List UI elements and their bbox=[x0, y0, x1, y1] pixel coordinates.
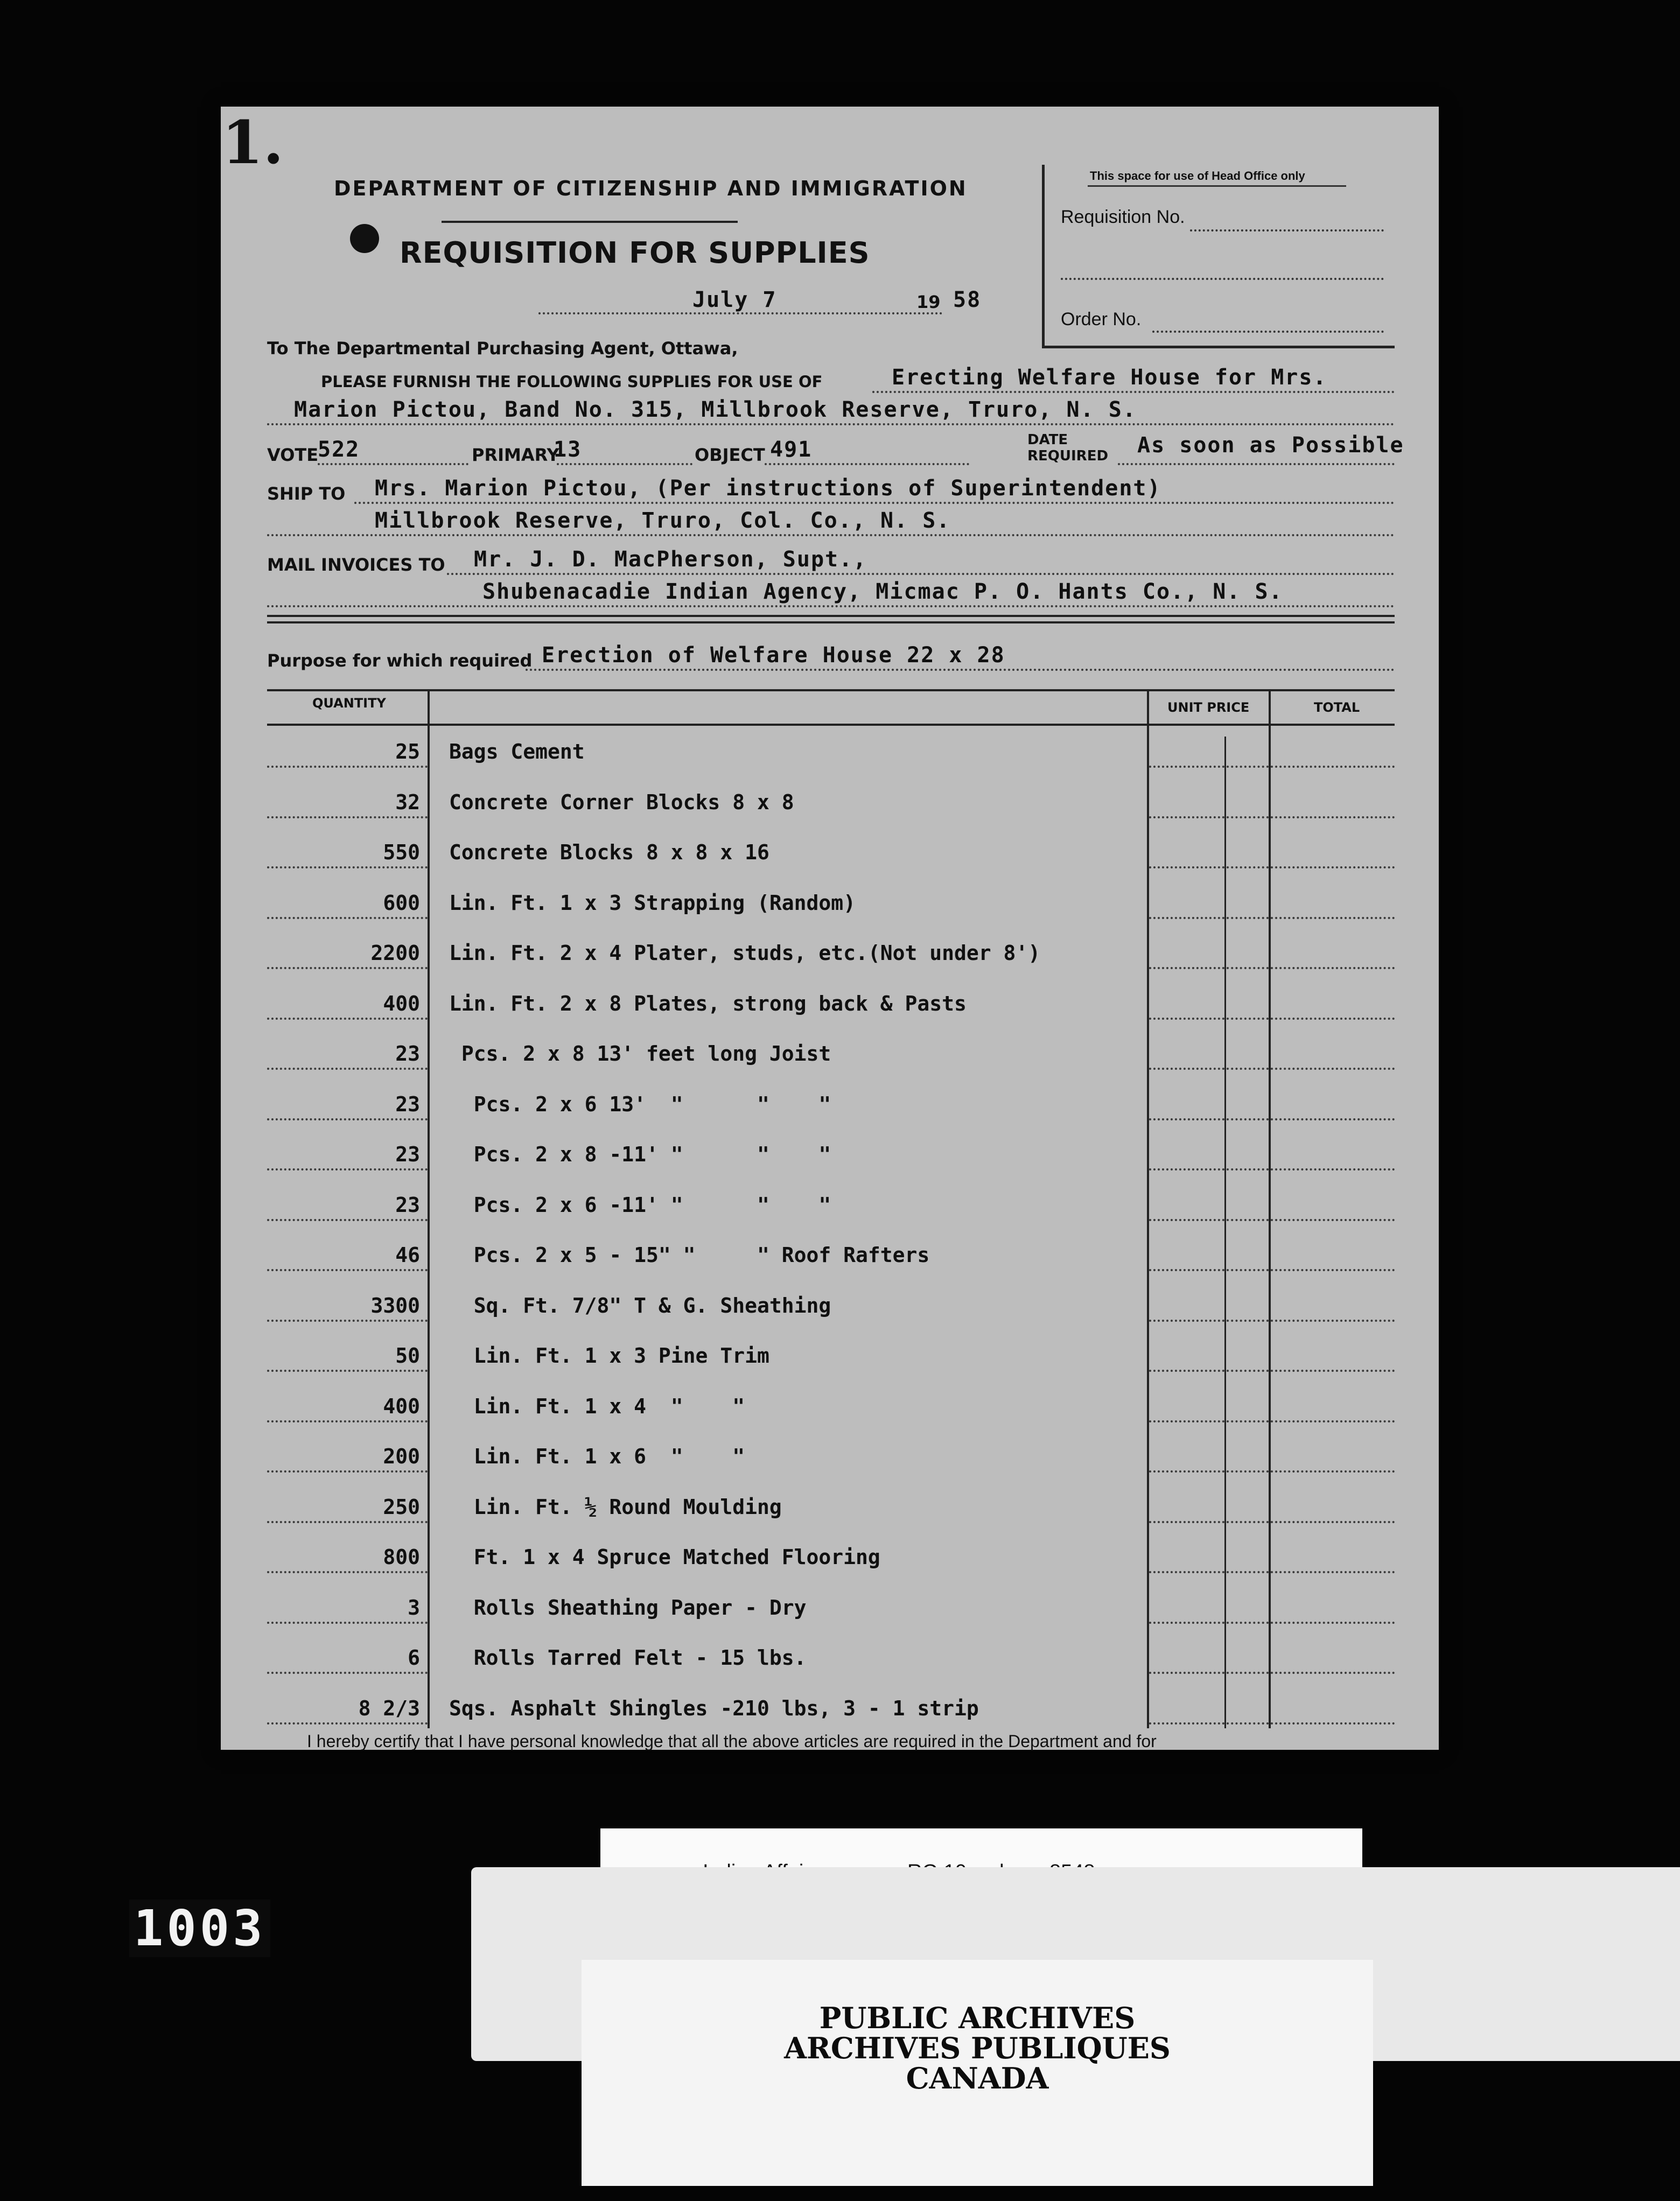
row-rule bbox=[1271, 1168, 1395, 1170]
mail-line-1: Mr. J. D. MacPherson, Supt., bbox=[474, 547, 867, 572]
row-rule bbox=[1271, 816, 1395, 818]
object-label: OBJECT bbox=[695, 445, 765, 465]
row-rule bbox=[1271, 1722, 1395, 1725]
row-rule bbox=[1271, 1269, 1395, 1271]
row-rule bbox=[1271, 1320, 1395, 1322]
row-rule bbox=[1227, 1168, 1269, 1170]
row-rule bbox=[267, 1068, 428, 1070]
requisition-form bbox=[221, 107, 1439, 1750]
row-rule bbox=[1227, 866, 1269, 868]
head-office-box bbox=[1042, 165, 1395, 348]
row-rule bbox=[267, 1118, 428, 1120]
section-divider-top bbox=[267, 615, 1395, 617]
row-rule bbox=[1227, 1571, 1269, 1573]
row-description: Concrete Corner Blocks 8 x 8 bbox=[449, 790, 794, 814]
row-quantity: 50 bbox=[395, 1344, 420, 1368]
row-rule bbox=[1149, 1168, 1224, 1170]
to-line: To The Departmental Purchasing Agent, Ottawa, bbox=[267, 338, 738, 359]
row-rule bbox=[267, 1470, 428, 1473]
row-rule bbox=[1149, 1470, 1224, 1473]
row-rule bbox=[1227, 1470, 1269, 1473]
row-rule bbox=[1227, 1269, 1269, 1271]
row-description: Rolls Sheathing Paper - Dry bbox=[449, 1596, 807, 1620]
row-rule bbox=[267, 917, 428, 919]
row-rule bbox=[267, 1018, 428, 1020]
row-rule bbox=[1227, 1370, 1269, 1372]
row-description: Lin. Ft. 1 x 4 " " bbox=[449, 1394, 745, 1418]
order-no-field bbox=[1152, 331, 1384, 333]
furnish-value-1: Erecting Welfare House for Mrs. bbox=[892, 365, 1327, 390]
ship-to-rule-1 bbox=[354, 502, 1395, 504]
row-description: Sq. Ft. 7/8" T & G. Sheathing bbox=[449, 1294, 831, 1317]
row-rule bbox=[267, 1370, 428, 1372]
furnish-line-2 bbox=[267, 423, 1395, 425]
row-description: Lin. Ft. 2 x 8 Plates, strong back & Pasts bbox=[449, 992, 967, 1015]
unit-price-cents-divider bbox=[1224, 737, 1226, 1728]
total-header: TOTAL bbox=[1314, 700, 1360, 715]
row-rule bbox=[1149, 866, 1224, 868]
row-quantity: 600 bbox=[383, 891, 420, 915]
row-description: Pcs. 2 x 6 -11' " " " bbox=[449, 1193, 831, 1217]
row-rule bbox=[267, 1672, 428, 1674]
row-rule bbox=[267, 1168, 428, 1170]
row-rule bbox=[1271, 1672, 1395, 1674]
row-quantity: 3300 bbox=[370, 1294, 420, 1317]
row-rule bbox=[267, 1420, 428, 1422]
order-no-label: Order No. bbox=[1061, 309, 1142, 330]
row-rule bbox=[1149, 1219, 1224, 1221]
row-rule bbox=[1149, 1571, 1224, 1573]
row-rule bbox=[267, 1521, 428, 1523]
row-description: Sqs. Asphalt Shingles -210 lbs, 3 - 1 strip bbox=[449, 1697, 979, 1720]
vote-label: VOTE bbox=[267, 445, 319, 465]
row-quantity: 25 bbox=[395, 740, 420, 763]
vote-value: 522 bbox=[318, 437, 360, 462]
object-line bbox=[765, 463, 969, 465]
row-quantity: 23 bbox=[395, 1042, 420, 1066]
archives-stamp-card bbox=[582, 1960, 1373, 2186]
row-description: Lin. Ft. 1 x 3 Strapping (Random) bbox=[449, 891, 856, 915]
ship-to-line-2: Millbrook Reserve, Truro, Col. Co., N. S. bbox=[375, 508, 951, 533]
row-rule bbox=[1271, 1068, 1395, 1070]
row-quantity: 23 bbox=[395, 1142, 420, 1166]
object-value: 491 bbox=[770, 437, 813, 462]
department-heading: DEPARTMENT OF CITIZENSHIP AND IMMIGRATION bbox=[334, 177, 968, 200]
date-required-line bbox=[1118, 463, 1395, 465]
row-rule bbox=[1149, 1320, 1224, 1322]
row-rule bbox=[1227, 917, 1269, 919]
vote-line bbox=[318, 463, 468, 465]
row-rule bbox=[1271, 1622, 1395, 1624]
head-office-title: This space for use of Head Office only bbox=[1090, 169, 1305, 183]
row-rule bbox=[1149, 1370, 1224, 1372]
row-rule bbox=[1149, 1722, 1224, 1725]
row-rule bbox=[1271, 1420, 1395, 1422]
primary-label: PRIMARY bbox=[472, 445, 559, 465]
row-rule bbox=[267, 967, 428, 969]
row-rule bbox=[1271, 1370, 1395, 1372]
row-rule bbox=[267, 1622, 428, 1624]
archives-line-2: ARCHIVES PUBLIQUES bbox=[784, 2031, 1171, 2065]
row-quantity: 250 bbox=[383, 1495, 420, 1519]
row-rule bbox=[267, 866, 428, 868]
mail-line-2: Shubenacadie Indian Agency, Micmac P. O. Hants Co., N. S. bbox=[482, 579, 1283, 604]
archives-line-3: CANADA bbox=[906, 2061, 1049, 2095]
mail-rule-2 bbox=[267, 605, 1395, 607]
row-rule bbox=[1271, 1571, 1395, 1573]
row-rule bbox=[1227, 1420, 1269, 1422]
row-rule bbox=[267, 766, 428, 768]
row-rule bbox=[1271, 866, 1395, 868]
furnish-value-2: Marion Pictou, Band No. 315, Millbrook Reserve, Truro, N. S. bbox=[294, 397, 1137, 422]
primary-value: 13 bbox=[554, 437, 582, 462]
row-rule bbox=[1149, 1672, 1224, 1674]
row-rule bbox=[1149, 1018, 1224, 1020]
table-header-rule bbox=[267, 724, 1395, 726]
row-quantity: 800 bbox=[383, 1545, 420, 1569]
row-rule bbox=[1149, 1420, 1224, 1422]
row-description: Bags Cement bbox=[449, 740, 585, 763]
row-rule bbox=[1227, 1320, 1269, 1322]
corner-mark: 1. bbox=[222, 108, 284, 177]
row-rule bbox=[1149, 967, 1224, 969]
head-office-underline bbox=[1088, 185, 1346, 187]
date-required-label-1: DATE bbox=[1027, 432, 1068, 448]
row-description: Pcs. 2 x 8 -11' " " " bbox=[449, 1142, 831, 1166]
date-month-day: July 7 bbox=[692, 288, 777, 312]
row-description: Lin. Ft. 1 x 3 Pine Trim bbox=[449, 1344, 769, 1368]
row-rule bbox=[1149, 1521, 1224, 1523]
punch-hole-icon bbox=[350, 224, 379, 253]
row-description: Lin. Ft. ½ Round Moulding bbox=[449, 1495, 782, 1519]
mail-rule-1 bbox=[447, 573, 1395, 575]
row-rule bbox=[1227, 816, 1269, 818]
row-quantity: 23 bbox=[395, 1193, 420, 1217]
row-rule bbox=[1271, 1470, 1395, 1473]
date-year-prefix: 19 bbox=[916, 292, 941, 312]
ship-to-rule-2 bbox=[267, 534, 1395, 536]
row-rule bbox=[1149, 766, 1224, 768]
row-quantity: 200 bbox=[383, 1445, 420, 1468]
unit-price-header: UNIT PRICE bbox=[1167, 700, 1250, 715]
row-rule bbox=[1271, 766, 1395, 768]
row-description: Pcs. 2 x 6 13' " " " bbox=[449, 1092, 831, 1116]
date-required-label-2: REQUIRED bbox=[1027, 448, 1109, 464]
row-rule bbox=[1149, 1118, 1224, 1120]
frame-number: 1003 bbox=[129, 1899, 270, 1957]
row-quantity: 8 2/3 bbox=[358, 1697, 420, 1720]
row-quantity: 23 bbox=[395, 1092, 420, 1116]
purpose-value: Erection of Welfare House 22 x 28 bbox=[542, 643, 1005, 668]
ship-to-line-1: Mrs. Marion Pictou, (Per instructions of Superintendent) bbox=[375, 476, 1161, 501]
head-office-blank-line bbox=[1061, 278, 1384, 280]
row-rule bbox=[1227, 1622, 1269, 1624]
requisition-no-label: Requisition No. bbox=[1061, 207, 1185, 227]
row-description: Pcs. 2 x 8 13' feet long Joist bbox=[449, 1042, 831, 1066]
quantity-column-divider bbox=[428, 689, 430, 1728]
row-rule bbox=[267, 1320, 428, 1322]
date-line bbox=[538, 312, 942, 314]
purpose-line bbox=[526, 669, 1395, 671]
date-year-suffix: 58 bbox=[953, 288, 982, 312]
row-rule bbox=[1149, 1622, 1224, 1624]
row-quantity: 400 bbox=[383, 992, 420, 1015]
row-quantity: 3 bbox=[408, 1596, 420, 1620]
row-rule bbox=[1149, 816, 1224, 818]
row-rule bbox=[1227, 1672, 1269, 1674]
furnish-line-1 bbox=[872, 391, 1395, 393]
primary-line bbox=[557, 463, 692, 465]
row-rule bbox=[1227, 766, 1269, 768]
row-quantity: 2200 bbox=[370, 941, 420, 965]
row-quantity: 46 bbox=[395, 1243, 420, 1267]
row-quantity: 6 bbox=[408, 1646, 420, 1670]
row-rule bbox=[1271, 1219, 1395, 1221]
row-rule bbox=[1149, 1269, 1224, 1271]
row-rule bbox=[267, 816, 428, 818]
row-quantity: 32 bbox=[395, 790, 420, 814]
row-rule bbox=[267, 1722, 428, 1725]
ship-to-label: SHIP TO bbox=[267, 483, 346, 504]
row-rule bbox=[1149, 1068, 1224, 1070]
section-divider-bottom bbox=[267, 621, 1395, 623]
row-rule bbox=[1227, 1219, 1269, 1221]
form-title: REQUISITION FOR SUPPLIES bbox=[400, 236, 870, 270]
row-quantity: 400 bbox=[383, 1394, 420, 1418]
row-rule bbox=[1227, 967, 1269, 969]
row-rule bbox=[267, 1571, 428, 1573]
row-description: Lin. Ft. 2 x 4 Plater, studs, etc.(Not under 8') bbox=[449, 941, 1041, 965]
date-required-value: As soon as Possible bbox=[1137, 433, 1404, 458]
row-description: Rolls Tarred Felt - 15 lbs. bbox=[449, 1646, 807, 1670]
row-rule bbox=[1271, 1521, 1395, 1523]
row-description: Ft. 1 x 4 Spruce Matched Flooring bbox=[449, 1545, 880, 1569]
archives-line-1: PUBLIC ARCHIVES bbox=[819, 2001, 1136, 2035]
row-rule bbox=[1227, 1068, 1269, 1070]
quantity-header: QUANTITY bbox=[312, 696, 386, 711]
requisition-no-field bbox=[1190, 229, 1384, 232]
table-top-rule bbox=[267, 689, 1395, 691]
row-rule bbox=[1271, 1118, 1395, 1120]
row-rule bbox=[1271, 917, 1395, 919]
heading-divider bbox=[442, 221, 738, 223]
row-rule bbox=[267, 1269, 428, 1271]
row-rule bbox=[1227, 1018, 1269, 1020]
row-rule bbox=[1227, 1722, 1269, 1725]
row-quantity: 550 bbox=[383, 840, 420, 864]
row-description: Pcs. 2 x 5 - 15" " " Roof Rafters bbox=[449, 1243, 930, 1267]
row-description: Concrete Blocks 8 x 8 x 16 bbox=[449, 840, 769, 864]
row-rule bbox=[1227, 1521, 1269, 1523]
row-description: Lin. Ft. 1 x 6 " " bbox=[449, 1445, 745, 1468]
furnish-label: PLEASE FURNISH THE FOLLOWING SUPPLIES FOR USE OF bbox=[321, 373, 823, 391]
row-rule bbox=[267, 1219, 428, 1221]
purpose-label: Purpose for which required bbox=[267, 650, 533, 671]
row-rule bbox=[1149, 917, 1224, 919]
certification-text: I hereby certify that I have personal knowledge that all the above articles are required in the Department and for bbox=[307, 1732, 1157, 1751]
row-rule bbox=[1271, 967, 1395, 969]
row-rule bbox=[1227, 1118, 1269, 1120]
row-rule bbox=[1271, 1018, 1395, 1020]
mail-invoices-label: MAIL INVOICES TO bbox=[267, 555, 445, 575]
